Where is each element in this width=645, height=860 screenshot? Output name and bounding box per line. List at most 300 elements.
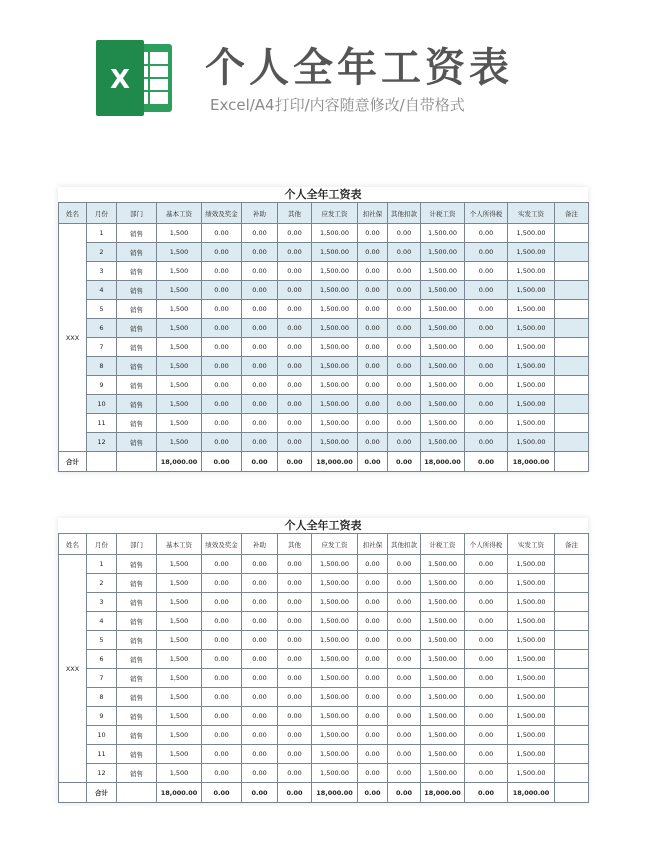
- table-cell[interactable]: 0.00: [242, 688, 278, 707]
- table-cell[interactable]: 1,500.00: [508, 555, 555, 574]
- table-cell[interactable]: 0.00: [202, 319, 242, 338]
- table-cell[interactable]: 0.00: [278, 631, 312, 650]
- total-cell[interactable]: 18,000.00: [157, 783, 202, 803]
- table-cell[interactable]: 1,500.00: [421, 612, 465, 631]
- table-cell[interactable]: 0.00: [388, 688, 421, 707]
- table-cell[interactable]: 销售: [117, 300, 157, 319]
- table-cell[interactable]: 1,500.00: [421, 414, 465, 433]
- table-cell[interactable]: 0.00: [278, 243, 312, 262]
- table-cell[interactable]: [555, 555, 589, 574]
- table-cell[interactable]: [555, 281, 589, 300]
- table-cell[interactable]: 0.00: [202, 224, 242, 243]
- table-cell[interactable]: 0.00: [278, 357, 312, 376]
- table-cell[interactable]: 0.00: [358, 357, 388, 376]
- table-cell[interactable]: 1,500: [157, 300, 202, 319]
- table-cell[interactable]: 0.00: [278, 224, 312, 243]
- table-cell[interactable]: [555, 433, 589, 452]
- table-cell[interactable]: [555, 726, 589, 745]
- table-cell[interactable]: 0.00: [202, 650, 242, 669]
- table-cell[interactable]: 0.00: [465, 726, 508, 745]
- table-cell[interactable]: 销售: [117, 395, 157, 414]
- table-cell[interactable]: 0.00: [242, 707, 278, 726]
- table-cell[interactable]: 12: [87, 764, 117, 783]
- table-cell[interactable]: 1,500.00: [421, 574, 465, 593]
- table-cell[interactable]: 0.00: [242, 574, 278, 593]
- table-cell[interactable]: 0.00: [465, 300, 508, 319]
- table-cell[interactable]: [555, 764, 589, 783]
- table-cell[interactable]: 0.00: [278, 319, 312, 338]
- table-cell[interactable]: 0.00: [465, 669, 508, 688]
- table-cell[interactable]: 0.00: [388, 764, 421, 783]
- table-cell[interactable]: 0.00: [202, 262, 242, 281]
- table-cell[interactable]: 0.00: [465, 357, 508, 376]
- table-cell[interactable]: 销售: [117, 433, 157, 452]
- table-cell[interactable]: 0.00: [242, 433, 278, 452]
- table-cell[interactable]: 销售: [117, 688, 157, 707]
- table-cell[interactable]: 1,500.00: [421, 338, 465, 357]
- table-cell[interactable]: 1,500.00: [508, 707, 555, 726]
- table-cell[interactable]: 0.00: [242, 281, 278, 300]
- table-cell[interactable]: 0.00: [388, 319, 421, 338]
- table-cell[interactable]: 0.00: [242, 414, 278, 433]
- table-cell[interactable]: 1,500.00: [312, 764, 358, 783]
- table-cell[interactable]: 1,500.00: [312, 593, 358, 612]
- table-cell[interactable]: 0.00: [358, 669, 388, 688]
- table-cell[interactable]: 销售: [117, 243, 157, 262]
- table-cell[interactable]: 0.00: [358, 281, 388, 300]
- table-cell[interactable]: 销售: [117, 745, 157, 764]
- table-cell[interactable]: 1,500.00: [312, 726, 358, 745]
- table-cell[interactable]: [555, 319, 589, 338]
- table-cell[interactable]: 1,500.00: [421, 555, 465, 574]
- table-cell[interactable]: 0.00: [358, 688, 388, 707]
- table-cell[interactable]: 0.00: [242, 650, 278, 669]
- table-cell[interactable]: 5: [87, 300, 117, 319]
- table-cell[interactable]: 0.00: [278, 338, 312, 357]
- table-cell[interactable]: 0.00: [388, 414, 421, 433]
- total-cell[interactable]: 18,000.00: [508, 452, 555, 472]
- table-cell[interactable]: 1,500.00: [508, 669, 555, 688]
- table-cell[interactable]: 1,500: [157, 281, 202, 300]
- table-cell[interactable]: 0.00: [358, 243, 388, 262]
- table-cell[interactable]: 0.00: [358, 319, 388, 338]
- table-cell[interactable]: 1,500.00: [312, 414, 358, 433]
- table-cell[interactable]: 0.00: [388, 726, 421, 745]
- table-cell[interactable]: [555, 650, 589, 669]
- table-cell[interactable]: 1,500.00: [312, 243, 358, 262]
- table-cell[interactable]: 6: [87, 650, 117, 669]
- table-cell[interactable]: 1,500: [157, 631, 202, 650]
- table-cell[interactable]: 0.00: [388, 338, 421, 357]
- table-cell[interactable]: 1,500.00: [312, 555, 358, 574]
- table-cell[interactable]: 1,500.00: [508, 726, 555, 745]
- table-cell[interactable]: 0.00: [465, 395, 508, 414]
- table-cell[interactable]: 0.00: [242, 357, 278, 376]
- table-cell[interactable]: [555, 262, 589, 281]
- table-cell[interactable]: 1,500: [157, 688, 202, 707]
- table-cell[interactable]: 0.00: [465, 433, 508, 452]
- total-cell[interactable]: 18,000.00: [421, 783, 465, 803]
- table-cell[interactable]: 0.00: [388, 555, 421, 574]
- table-cell[interactable]: 0.00: [388, 574, 421, 593]
- table-cell[interactable]: 0.00: [242, 555, 278, 574]
- total-cell[interactable]: 合计: [87, 783, 117, 803]
- table-cell[interactable]: 0.00: [358, 631, 388, 650]
- table-cell[interactable]: [555, 669, 589, 688]
- table-cell[interactable]: [555, 300, 589, 319]
- table-cell[interactable]: 1,500.00: [508, 319, 555, 338]
- table-cell[interactable]: 0.00: [388, 224, 421, 243]
- table-cell[interactable]: 1,500.00: [421, 319, 465, 338]
- table-cell[interactable]: 0.00: [465, 707, 508, 726]
- table-cell[interactable]: 1,500.00: [312, 612, 358, 631]
- total-cell[interactable]: 18,000.00: [312, 783, 358, 803]
- table-cell[interactable]: 1,500.00: [421, 300, 465, 319]
- table-cell[interactable]: 0.00: [388, 745, 421, 764]
- table-cell[interactable]: 9: [87, 707, 117, 726]
- table-cell[interactable]: 1,500.00: [312, 319, 358, 338]
- table-cell[interactable]: 0.00: [388, 281, 421, 300]
- table-cell[interactable]: 销售: [117, 319, 157, 338]
- total-cell[interactable]: 18,000.00: [508, 783, 555, 803]
- table-cell[interactable]: 销售: [117, 631, 157, 650]
- table-cell[interactable]: 0.00: [465, 555, 508, 574]
- table-cell[interactable]: 8: [87, 688, 117, 707]
- table-cell[interactable]: 1,500: [157, 262, 202, 281]
- table-cell[interactable]: 0.00: [388, 300, 421, 319]
- table-cell[interactable]: 0.00: [278, 414, 312, 433]
- table-cell[interactable]: 0.00: [388, 433, 421, 452]
- table-cell[interactable]: 0.00: [202, 764, 242, 783]
- table-cell[interactable]: 1,500: [157, 319, 202, 338]
- table-cell[interactable]: 1,500: [157, 726, 202, 745]
- table-cell[interactable]: 1,500.00: [508, 243, 555, 262]
- table-cell[interactable]: 0.00: [202, 574, 242, 593]
- table-cell[interactable]: 1,500.00: [508, 688, 555, 707]
- table-cell[interactable]: 0.00: [202, 669, 242, 688]
- table-cell[interactable]: 0.00: [278, 764, 312, 783]
- table-cell[interactable]: 0.00: [358, 395, 388, 414]
- total-cell[interactable]: [87, 452, 117, 472]
- table-cell[interactable]: [555, 243, 589, 262]
- table-cell[interactable]: 1,500.00: [312, 745, 358, 764]
- table-cell[interactable]: 1,500.00: [421, 243, 465, 262]
- table-cell[interactable]: 1,500.00: [421, 764, 465, 783]
- employee-name-cell[interactable]: XXX: [59, 555, 87, 783]
- total-cell[interactable]: 0.00: [278, 783, 312, 803]
- table-cell[interactable]: 0.00: [465, 262, 508, 281]
- table-cell[interactable]: 0.00: [278, 433, 312, 452]
- table-cell[interactable]: 1,500.00: [312, 300, 358, 319]
- table-cell[interactable]: 0.00: [202, 338, 242, 357]
- table-cell[interactable]: 0.00: [465, 650, 508, 669]
- table-cell[interactable]: 1,500.00: [508, 281, 555, 300]
- table-cell[interactable]: 0.00: [278, 688, 312, 707]
- table-cell[interactable]: 0.00: [388, 669, 421, 688]
- table-cell[interactable]: 0.00: [278, 669, 312, 688]
- table-cell[interactable]: 0.00: [278, 650, 312, 669]
- table-cell[interactable]: 0.00: [388, 707, 421, 726]
- total-cell[interactable]: 18,000.00: [157, 452, 202, 472]
- table-cell[interactable]: 0.00: [242, 300, 278, 319]
- table-cell[interactable]: 销售: [117, 669, 157, 688]
- table-cell[interactable]: 0.00: [242, 262, 278, 281]
- table-cell[interactable]: 销售: [117, 376, 157, 395]
- table-cell[interactable]: 销售: [117, 650, 157, 669]
- table-cell[interactable]: [555, 688, 589, 707]
- table-cell[interactable]: 1,500.00: [421, 688, 465, 707]
- table-cell[interactable]: 销售: [117, 612, 157, 631]
- table-cell[interactable]: 11: [87, 745, 117, 764]
- table-cell[interactable]: 1,500.00: [508, 395, 555, 414]
- table-cell[interactable]: 7: [87, 338, 117, 357]
- table-cell[interactable]: 0.00: [278, 555, 312, 574]
- table-cell[interactable]: 0.00: [358, 262, 388, 281]
- table-cell[interactable]: 0.00: [388, 593, 421, 612]
- table-cell[interactable]: 1,500.00: [508, 745, 555, 764]
- table-cell[interactable]: 0.00: [202, 395, 242, 414]
- table-cell[interactable]: 0.00: [202, 300, 242, 319]
- table-cell[interactable]: 1,500: [157, 414, 202, 433]
- table-cell[interactable]: 1,500: [157, 433, 202, 452]
- table-cell[interactable]: 2: [87, 574, 117, 593]
- table-cell[interactable]: 4: [87, 281, 117, 300]
- table-cell[interactable]: 1,500: [157, 574, 202, 593]
- table-cell[interactable]: 1,500: [157, 357, 202, 376]
- table-cell[interactable]: 0.00: [202, 612, 242, 631]
- table-cell[interactable]: 0.00: [278, 745, 312, 764]
- table-cell[interactable]: 1,500: [157, 243, 202, 262]
- table-cell[interactable]: 销售: [117, 262, 157, 281]
- table-cell[interactable]: 0.00: [202, 243, 242, 262]
- table-cell[interactable]: [555, 224, 589, 243]
- table-cell[interactable]: 0.00: [242, 224, 278, 243]
- table-cell[interactable]: 销售: [117, 281, 157, 300]
- table-cell[interactable]: 0.00: [242, 726, 278, 745]
- table-cell[interactable]: 0.00: [278, 593, 312, 612]
- table-cell[interactable]: 0.00: [388, 395, 421, 414]
- table-cell[interactable]: 1,500.00: [312, 338, 358, 357]
- table-cell[interactable]: 0.00: [388, 376, 421, 395]
- table-cell[interactable]: 0.00: [465, 593, 508, 612]
- table-cell[interactable]: [555, 593, 589, 612]
- table-cell[interactable]: 销售: [117, 224, 157, 243]
- table-cell[interactable]: 1,500.00: [508, 593, 555, 612]
- table-cell[interactable]: 1,500.00: [421, 395, 465, 414]
- total-cell[interactable]: 0.00: [278, 452, 312, 472]
- total-cell[interactable]: 0.00: [242, 452, 278, 472]
- table-cell[interactable]: 0.00: [202, 376, 242, 395]
- table-cell[interactable]: 0.00: [242, 593, 278, 612]
- table-cell[interactable]: 0.00: [388, 631, 421, 650]
- table-cell[interactable]: 0.00: [242, 395, 278, 414]
- table-cell[interactable]: 0.00: [358, 650, 388, 669]
- table-cell[interactable]: [555, 745, 589, 764]
- table-cell[interactable]: 1,500: [157, 707, 202, 726]
- table-cell[interactable]: 0.00: [202, 555, 242, 574]
- table-cell[interactable]: [555, 357, 589, 376]
- table-cell[interactable]: 1,500.00: [508, 300, 555, 319]
- table-cell[interactable]: 0.00: [358, 376, 388, 395]
- table-cell[interactable]: 1,500.00: [508, 433, 555, 452]
- table-cell[interactable]: 8: [87, 357, 117, 376]
- table-cell[interactable]: 销售: [117, 574, 157, 593]
- total-cell[interactable]: 0.00: [465, 452, 508, 472]
- table-cell[interactable]: 1,500.00: [421, 224, 465, 243]
- table-cell[interactable]: [555, 631, 589, 650]
- table-cell[interactable]: 0.00: [242, 376, 278, 395]
- table-cell[interactable]: 0.00: [465, 243, 508, 262]
- table-cell[interactable]: 0.00: [278, 612, 312, 631]
- table-cell[interactable]: 0.00: [465, 224, 508, 243]
- table-cell[interactable]: 0.00: [242, 631, 278, 650]
- table-cell[interactable]: 0.00: [358, 574, 388, 593]
- table-cell[interactable]: 0.00: [358, 433, 388, 452]
- table-cell[interactable]: 1,500: [157, 555, 202, 574]
- table-cell[interactable]: 1: [87, 224, 117, 243]
- table-cell[interactable]: 1,500.00: [312, 376, 358, 395]
- table-cell[interactable]: 0.00: [358, 612, 388, 631]
- table-cell[interactable]: 3: [87, 262, 117, 281]
- table-cell[interactable]: 1,500.00: [312, 631, 358, 650]
- total-cell[interactable]: 0.00: [388, 452, 421, 472]
- total-cell[interactable]: 18,000.00: [312, 452, 358, 472]
- table-cell[interactable]: 0.00: [358, 414, 388, 433]
- total-cell[interactable]: 0.00: [358, 452, 388, 472]
- table-cell[interactable]: 1: [87, 555, 117, 574]
- table-cell[interactable]: 0.00: [465, 574, 508, 593]
- table-cell[interactable]: 3: [87, 593, 117, 612]
- table-cell[interactable]: 1,500.00: [312, 650, 358, 669]
- table-cell[interactable]: 0.00: [278, 262, 312, 281]
- table-cell[interactable]: 1,500.00: [508, 262, 555, 281]
- table-cell[interactable]: [555, 338, 589, 357]
- employee-name-cell[interactable]: XXX: [59, 224, 87, 452]
- table-cell[interactable]: 0.00: [202, 593, 242, 612]
- table-cell[interactable]: 0.00: [388, 243, 421, 262]
- table-cell[interactable]: 0.00: [202, 414, 242, 433]
- table-cell[interactable]: 0.00: [465, 688, 508, 707]
- total-cell[interactable]: 0.00: [465, 783, 508, 803]
- table-cell[interactable]: 1,500.00: [421, 745, 465, 764]
- table-cell[interactable]: 1,500.00: [421, 631, 465, 650]
- table-cell[interactable]: 1,500.00: [508, 650, 555, 669]
- table-cell[interactable]: 1,500: [157, 650, 202, 669]
- table-cell[interactable]: 9: [87, 376, 117, 395]
- table-cell[interactable]: 1,500: [157, 612, 202, 631]
- table-cell[interactable]: 销售: [117, 357, 157, 376]
- table-cell[interactable]: 销售: [117, 707, 157, 726]
- total-cell[interactable]: 0.00: [242, 783, 278, 803]
- table-cell[interactable]: 0.00: [202, 726, 242, 745]
- table-cell[interactable]: 1,500.00: [421, 357, 465, 376]
- table-cell[interactable]: 0.00: [278, 395, 312, 414]
- table-cell[interactable]: 1,500.00: [312, 669, 358, 688]
- table-cell[interactable]: 1,500.00: [312, 262, 358, 281]
- table-cell[interactable]: 0.00: [242, 338, 278, 357]
- table-cell[interactable]: 1,500.00: [508, 414, 555, 433]
- table-cell[interactable]: 0.00: [358, 707, 388, 726]
- table-cell[interactable]: 1,500.00: [421, 433, 465, 452]
- table-cell[interactable]: 0.00: [358, 745, 388, 764]
- table-cell[interactable]: 1,500: [157, 376, 202, 395]
- table-cell[interactable]: 1,500.00: [312, 433, 358, 452]
- table-cell[interactable]: 0.00: [358, 224, 388, 243]
- table-cell[interactable]: 1,500: [157, 338, 202, 357]
- table-cell[interactable]: 10: [87, 395, 117, 414]
- table-cell[interactable]: 0.00: [278, 726, 312, 745]
- table-cell[interactable]: 1,500.00: [421, 669, 465, 688]
- table-cell[interactable]: [555, 574, 589, 593]
- table-cell[interactable]: 1,500: [157, 593, 202, 612]
- table-cell[interactable]: 1,500.00: [421, 726, 465, 745]
- table-cell[interactable]: 4: [87, 612, 117, 631]
- total-cell[interactable]: [117, 783, 157, 803]
- total-cell[interactable]: 0.00: [202, 783, 242, 803]
- table-cell[interactable]: 1,500: [157, 745, 202, 764]
- table-cell[interactable]: 1,500.00: [508, 764, 555, 783]
- table-cell[interactable]: 0.00: [242, 319, 278, 338]
- table-cell[interactable]: 1,500.00: [421, 281, 465, 300]
- table-cell[interactable]: 0.00: [465, 764, 508, 783]
- table-cell[interactable]: 1,500.00: [312, 574, 358, 593]
- table-cell[interactable]: 5: [87, 631, 117, 650]
- table-cell[interactable]: 销售: [117, 726, 157, 745]
- table-cell[interactable]: 0.00: [388, 650, 421, 669]
- table-cell[interactable]: 0.00: [202, 357, 242, 376]
- table-cell[interactable]: 0.00: [358, 338, 388, 357]
- total-cell[interactable]: 18,000.00: [421, 452, 465, 472]
- total-cell[interactable]: [555, 783, 589, 803]
- table-cell[interactable]: 0.00: [242, 669, 278, 688]
- table-cell[interactable]: 0.00: [278, 376, 312, 395]
- table-cell[interactable]: 1,500.00: [312, 395, 358, 414]
- table-cell[interactable]: 6: [87, 319, 117, 338]
- table-cell[interactable]: 0.00: [202, 745, 242, 764]
- total-cell[interactable]: 0.00: [388, 783, 421, 803]
- table-cell[interactable]: 1,500.00: [312, 357, 358, 376]
- total-cell[interactable]: 0.00: [358, 783, 388, 803]
- table-cell[interactable]: 0.00: [388, 357, 421, 376]
- table-cell[interactable]: 销售: [117, 764, 157, 783]
- table-cell[interactable]: 0.00: [242, 764, 278, 783]
- table-cell[interactable]: 0.00: [465, 281, 508, 300]
- table-cell[interactable]: 1,500.00: [421, 650, 465, 669]
- table-cell[interactable]: 0.00: [278, 707, 312, 726]
- table-cell[interactable]: 销售: [117, 338, 157, 357]
- table-cell[interactable]: 0.00: [202, 688, 242, 707]
- table-cell[interactable]: 销售: [117, 555, 157, 574]
- total-cell[interactable]: [59, 783, 87, 803]
- table-cell[interactable]: 0.00: [465, 338, 508, 357]
- table-cell[interactable]: 1,500.00: [508, 631, 555, 650]
- table-cell[interactable]: 1,500.00: [508, 574, 555, 593]
- table-cell[interactable]: 10: [87, 726, 117, 745]
- table-cell[interactable]: 0.00: [465, 414, 508, 433]
- table-cell[interactable]: 0.00: [358, 555, 388, 574]
- table-cell[interactable]: 1,500.00: [312, 224, 358, 243]
- total-cell[interactable]: 合计: [59, 452, 87, 472]
- table-cell[interactable]: 0.00: [388, 612, 421, 631]
- table-cell[interactable]: [555, 395, 589, 414]
- table-cell[interactable]: 0.00: [202, 281, 242, 300]
- table-cell[interactable]: [555, 414, 589, 433]
- table-cell[interactable]: 1,500.00: [508, 338, 555, 357]
- table-cell[interactable]: 1,500.00: [508, 357, 555, 376]
- table-cell[interactable]: 0.00: [465, 612, 508, 631]
- table-cell[interactable]: 0.00: [202, 707, 242, 726]
- table-cell[interactable]: 1,500.00: [421, 707, 465, 726]
